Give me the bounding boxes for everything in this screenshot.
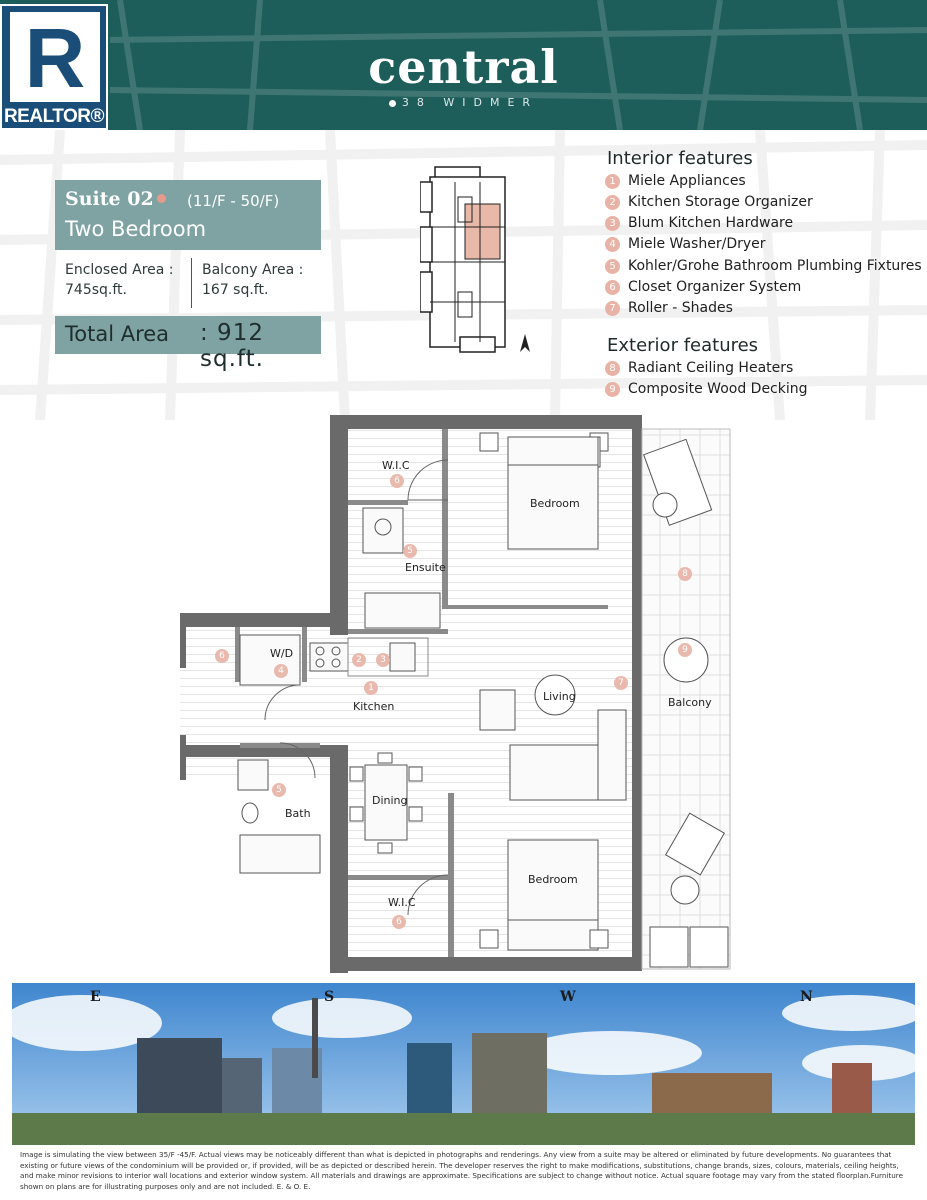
- north-arrow-icon: [520, 334, 530, 352]
- kitchen-sink-icon: [390, 643, 415, 671]
- suite-header-box: [55, 180, 321, 250]
- feature-label: Miele Appliances: [628, 173, 746, 189]
- room-label-bedroom-bottom: Bedroom: [528, 873, 578, 886]
- direction-south: S: [324, 989, 335, 1005]
- room-label-bedroom-top: Bedroom: [530, 497, 580, 510]
- exterior-feature-item: [605, 379, 808, 399]
- marker-washer: 4: [274, 664, 288, 678]
- interior-feature-item: [605, 256, 922, 276]
- marker-hardware: 3: [376, 653, 390, 667]
- marker-ensuite-fixtures: 5: [403, 544, 417, 558]
- realtor-text: REALTOR®: [3, 106, 105, 127]
- bottom-bed-icon: [508, 840, 598, 950]
- room-label-wd: W/D: [270, 647, 294, 660]
- washer-dryer-icon: [240, 635, 300, 685]
- top-bed-icon: [508, 437, 598, 549]
- brand-address: 38 WIDMER: [401, 96, 539, 109]
- room-label-dining: Dining: [372, 794, 408, 807]
- total-area-label: Total Area: [65, 322, 170, 346]
- enclosed-area-value: 745sq.ft.: [65, 282, 127, 298]
- exterior-features-heading: Exterior features: [607, 335, 759, 356]
- feature-label: Kohler/Grohe Bathroom Plumbing Fixtures: [628, 258, 922, 274]
- feature-label: Roller - Shades: [628, 300, 733, 316]
- direction-east: E: [90, 989, 101, 1005]
- interior-feature-item: [605, 234, 766, 254]
- marker-storage: 2: [352, 653, 366, 667]
- feature-label: Composite Wood Decking: [628, 381, 808, 397]
- direction-north: N: [800, 989, 813, 1005]
- marker-closet-bottom: 6: [392, 915, 406, 929]
- realtor-letter: R: [24, 11, 86, 105]
- brand-subtitle: [0, 96, 927, 109]
- marker-shades: 7: [614, 676, 628, 690]
- room-label-kitchen: Kitchen: [353, 700, 395, 713]
- suite-dot-icon: [157, 194, 166, 203]
- suite-title: Suite 02: [65, 188, 154, 210]
- suite-type: Two Bedroom: [65, 217, 207, 241]
- area-divider: [191, 258, 192, 308]
- total-area-value: : 912 sq.ft.: [200, 320, 264, 372]
- marker-heaters: 8: [678, 567, 692, 581]
- feature-label: Kitchen Storage Organizer: [628, 194, 813, 210]
- suite-floors: (11/F - 50/F): [187, 192, 280, 210]
- interior-feature-item: [605, 171, 746, 191]
- key-plan-unit-highlight: [465, 204, 500, 259]
- interior-feature-item: [605, 213, 793, 233]
- brand-name: central: [368, 40, 559, 94]
- room-label-ensuite: Ensuite: [405, 561, 446, 574]
- bath-tub-icon: [240, 835, 320, 873]
- feature-number: 7: [605, 301, 620, 316]
- skyline-panorama: [12, 983, 915, 1145]
- feature-label: Miele Washer/Dryer: [628, 236, 766, 252]
- feature-number: 8: [605, 361, 620, 376]
- floor-plan: [180, 415, 920, 975]
- feature-number: 5: [605, 259, 620, 274]
- marker-appliances: 1: [364, 681, 378, 695]
- balcony-area-value: 167 sq.ft.: [202, 282, 269, 298]
- skyline-image: [12, 983, 915, 1145]
- feature-label: Blum Kitchen Hardware: [628, 215, 794, 231]
- room-label-living: Living: [543, 690, 576, 703]
- room-label-bath: Bath: [285, 807, 311, 820]
- total-area-box: [55, 316, 321, 372]
- room-label-wic-bottom: W.I.C: [388, 896, 416, 909]
- interior-feature-item: [605, 277, 801, 297]
- disclaimer-text: Image is simulating the view between 35/F -45/F. Actual views may be noticeably different than what is depicted in photographs and renderings. Any view from a suite may be altered or eliminated by future developments. No guarantees that existing or future views of the condominium will be provided or, if provided, will be as depicted or described herein. The developer reserves the right to make modifications, substitutions, change brands, sizes, colours, materials, ceiling heights, and make minor revisions to interior wall locations and exterior window system. All materials and drawings are approximate. Specifications are subject to change without notice. Actual square footage may vary from the stated floorplan.Furniture shown on plans are for illustrating purposes only and are not included. E. & O. E.: [20, 1150, 903, 1191]
- feature-number: 9: [605, 382, 620, 397]
- room-label-balcony: Balcony: [668, 696, 712, 709]
- feature-number: 1: [605, 174, 620, 189]
- ensuite-tub-icon: [365, 593, 440, 628]
- marker-decking: 9: [678, 643, 692, 657]
- bullet-dot-icon: [389, 100, 396, 107]
- feature-label: Radiant Ceiling Heaters: [628, 360, 794, 376]
- balcony-area-label: Balcony Area :: [202, 262, 304, 278]
- marker-bath-fixtures: 5: [272, 783, 286, 797]
- marker-closet-kitchen: 6: [215, 649, 229, 663]
- feature-number: 6: [605, 280, 620, 295]
- interior-features-heading: Interior features: [607, 148, 753, 169]
- feature-number: 4: [605, 237, 620, 252]
- living-chair-icon: [480, 690, 515, 730]
- room-label-wic-top: W.I.C: [382, 459, 410, 472]
- direction-west: W: [560, 989, 576, 1005]
- interior-feature-item: [605, 192, 813, 212]
- feature-label: Closet Organizer System: [628, 279, 802, 295]
- marker-closet: 6: [390, 474, 404, 488]
- enclosed-area-label: Enclosed Area :: [65, 262, 174, 278]
- exterior-feature-item: [605, 358, 793, 378]
- realtor-logo: [0, 4, 108, 130]
- interior-feature-item: [605, 298, 733, 318]
- header-banner: [0, 0, 927, 130]
- feature-number: 3: [605, 216, 620, 231]
- key-plan: [420, 162, 540, 357]
- feature-number: 2: [605, 195, 620, 210]
